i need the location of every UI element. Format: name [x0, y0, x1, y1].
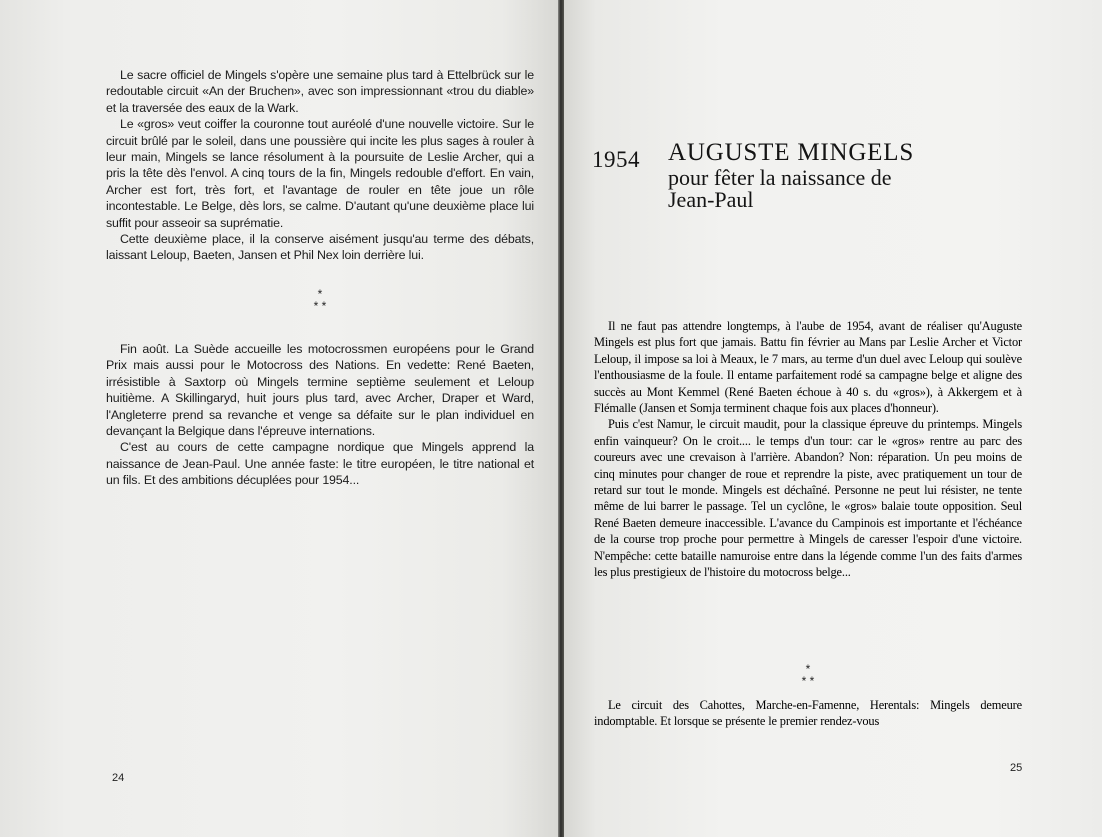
paragraph: Le sacre officiel de Mingels s'opère une semaine plus tard à Ettelbrück sur le redoutable circuit «An der Bruchen», avec son impressionnant «trou du diable» et la traversée des eaux de la Wark.: [106, 68, 534, 115]
separator-star: *: [805, 662, 811, 676]
paragraph: Fin août. La Suède accueille les motocrossmen européens pour le Grand Prix mais aussi pour le Motocross des Nations. En vedette: René Baeten, irrésistible à Saxtorp où Mingels termine septième seulement et Leloup huitième. A Skillingaryd, huit jours plus tard, avec Archer, Draper et Ward, l'Angleterre prend sa revanche et venge sa défaite sur le plan individuel en devançant la Belgique dans l'épreuve internations.: [106, 342, 534, 439]
separator-stars: * *: [801, 674, 815, 688]
page-number-right: 25: [1010, 762, 1023, 774]
paragraph: C'est au cours de cette campagne nordique que Mingels apprend la naissance de Jean-Paul. Une année faste: le titre européen, le titre national et un fils. Et des ambitions décuplées pour 1954...: [106, 440, 534, 488]
paragraph: Cette deuxième place, il la conserve aisément jusqu'au terme des débats, laissant Leloup, Baeten, Jansen et Phil Nex loin derrière lui.: [106, 232, 534, 263]
right-text-bottom: [594, 697, 1022, 730]
chapter-title: AUGUSTE MINGELS: [668, 139, 915, 166]
page-number-left: 24: [112, 772, 125, 784]
paragraph: Le «gros» veut coiffer la couronne tout auréolé d'une nouvelle victoire. Sur le circuit brûlé par le soleil, dans une poussière qui incite les plus sages à rouler à leur main, Mingels se lance résolument à la poursuite de Leslie Archer, qui a pris la tête dès l'envol. A cinq tours de la fin, Mingels redouble d'effort. En vain, Archer est fort, très fort, et l'avantage de rouler en tête joue un rôle incontestable. Le Belge, dès lors, se calme. D'autant qu'une deuxième place lui suffit pour asseoir sa suprématie.: [106, 117, 534, 230]
paragraph: Le circuit des Cahottes, Marche-en-Famenne, Herentals: Mingels demeure indomptable. Et lorsque se présente le premier rendez-vous: [594, 698, 1022, 729]
separator-stars: * *: [313, 299, 327, 313]
chapter-year: 1954: [592, 147, 640, 172]
section-separator: [300, 288, 340, 312]
section-separator: [788, 663, 828, 687]
left-text-top: [106, 67, 534, 264]
paragraph: Il ne faut pas attendre longtemps, à l'aube de 1954, avant de réaliser qu'Auguste Mingels est plus fort que jamais. Battu fin février au Mans par Leslie Archer et Victor Leloup, il impose sa loi à Meaux, le 7 mars, au terme d'un duel avec Leloup qui soulève l'enthousiasme de la foule. Il entame parfaitement rodé sa campagne belge et aligne des succès au Mont Kemmel (René Baeten échoue à 40 s. du «gros»), à Akkergem et à Flémalle (Jansen et Somja terminent chaque fois aux places d'honneur).: [594, 319, 1022, 416]
right-text-body: [594, 318, 1022, 581]
left-text-bottom: [106, 341, 534, 489]
chapter-subtitle: pour fêter la naissance de Jean-Paul: [668, 165, 892, 212]
separator-star: *: [317, 287, 323, 301]
paragraph: Puis c'est Namur, le circuit maudit, pour la classique épreuve du printemps. Mingels enfin vainqueur? On le croit.... le temps d'un tour: car le «gros» rentre au parc des coureurs avec une crevaison à l'arrière. Abandon? Non: réparation. Un peu moins de cinq minutes pour changer de roue et reprendre la piste, avec pratiquement un tour de retard sur tout le monde. Mingels est déchaîné. Personne ne peut lui résister, ne tente même de lui barrer le passage. Tel un cyclône, le «gros» balaie toute opposition. Seul René Baeten demeure inaccessible. L'avance du Campinois est importante et l'échéance de la course trop proche pour permettre à Mingels de caresser l'espoir d'une victoire. N'empêche: cette bataille namuroise entre dans la légende comme l'un des faits d'armes les plus prestigieux de l'histoire du motocross belge...: [594, 417, 1022, 580]
